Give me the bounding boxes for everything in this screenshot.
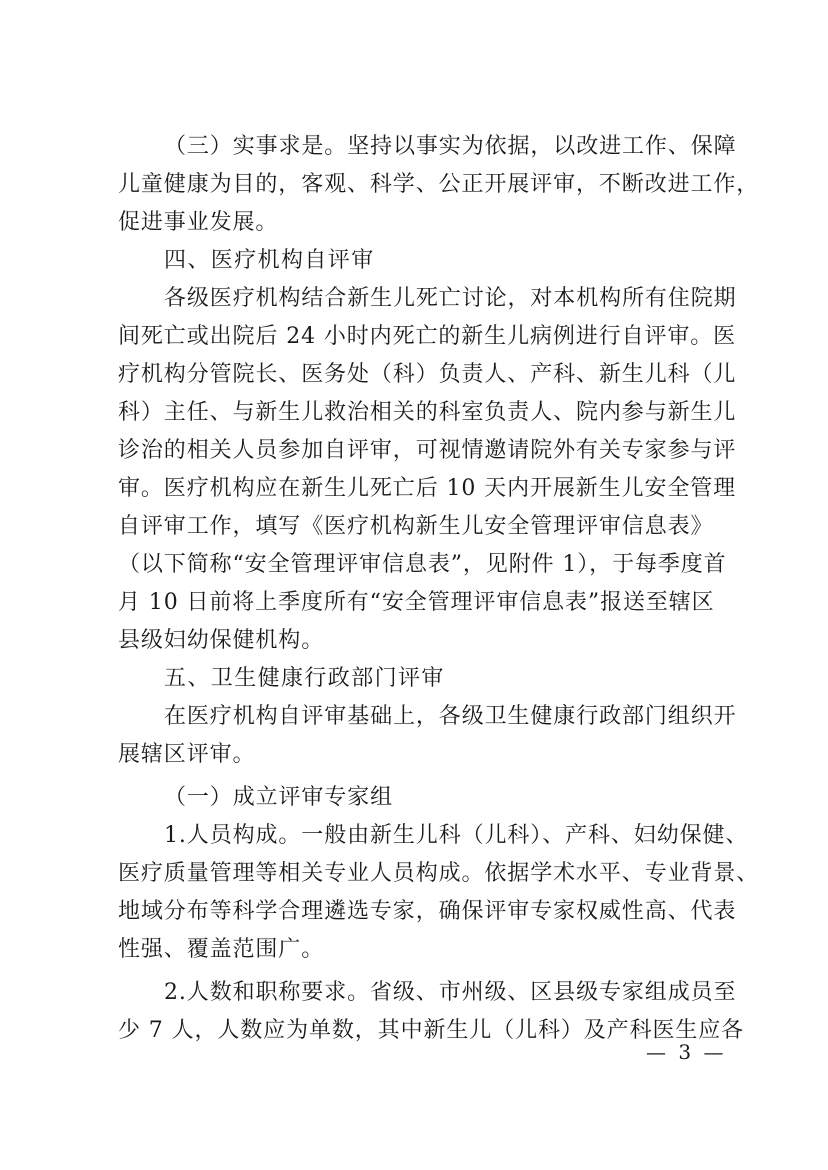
page-number: — 3 — (646, 1040, 727, 1064)
paragraph-line: 地域分布等科学合理遴选专家，确保评审专家权威性高、代表 (118, 899, 737, 924)
subsection-heading: （一）成立评审专家组 (164, 785, 394, 810)
paragraph-line: 儿童健康为目的，客观、科学、公正开展评审，不断改进工作， (118, 172, 760, 197)
paragraph-line: 在医疗机构自评审基础上，各级卫生健康行政部门组织开 (164, 704, 737, 729)
section-heading: 五、卫生健康行政部门评审 (164, 666, 445, 691)
paragraph-line: 间死亡或出院后 24 小时内死亡的新生儿病例进行自评审。医 (118, 324, 737, 349)
paragraph-line: 月 10 日前将上季度所有“安全管理评审信息表”报送至辖区 (118, 590, 715, 615)
paragraph-line: 性强、覆盖范围广。 (118, 937, 325, 962)
paragraph-line: 各级医疗机构结合新生儿死亡讨论，对本机构所有住院期 (164, 286, 737, 311)
paragraph-line: 1.人员构成。一般由新生儿科（儿科）、产科、妇幼保健、 (164, 823, 749, 848)
paragraph-line: 审。医疗机构应在新生儿死亡后 10 天内开展新生儿安全管理 (118, 476, 737, 501)
paragraph-line: 少 7 人，人数应为单数，其中新生儿（儿科）及产科医生应各 (118, 1018, 745, 1043)
paragraph-line: 自评审工作，填写《医疗机构新生儿安全管理评审信息表》 (118, 514, 714, 539)
paragraph-line: 疗机构分管院长、医务处（科）负责人、产科、新生儿科（儿 (118, 362, 737, 387)
paragraph-line: （三）实事求是。坚持以事实为依据，以改进工作、保障 (164, 134, 737, 159)
paragraph-line: 医疗质量管理等相关专业人员构成。依据学术水平、专业背景、 (118, 861, 760, 886)
section-heading: 四、医疗机构自评审 (164, 248, 375, 273)
paragraph-line: （以下简称“安全管理评审信息表”，见附件 1），于每季度首 (118, 552, 727, 577)
paragraph-line: 科）主任、与新生儿救治相关的科室负责人、院内参与新生儿 (118, 400, 737, 425)
paragraph-line: 诊治的相关人员参加自评审，可视情邀请院外有关专家参与评 (118, 438, 737, 463)
paragraph-line: 2.人数和职称要求。省级、市州级、区县级专家组成员至 (164, 980, 737, 1005)
paragraph-line: 展辖区评审。 (118, 742, 256, 767)
document-body (118, 128, 760, 1050)
paragraph-line: 促进事业发展。 (118, 210, 279, 235)
paragraph-line: 县级妇幼保健机构。 (118, 628, 325, 653)
